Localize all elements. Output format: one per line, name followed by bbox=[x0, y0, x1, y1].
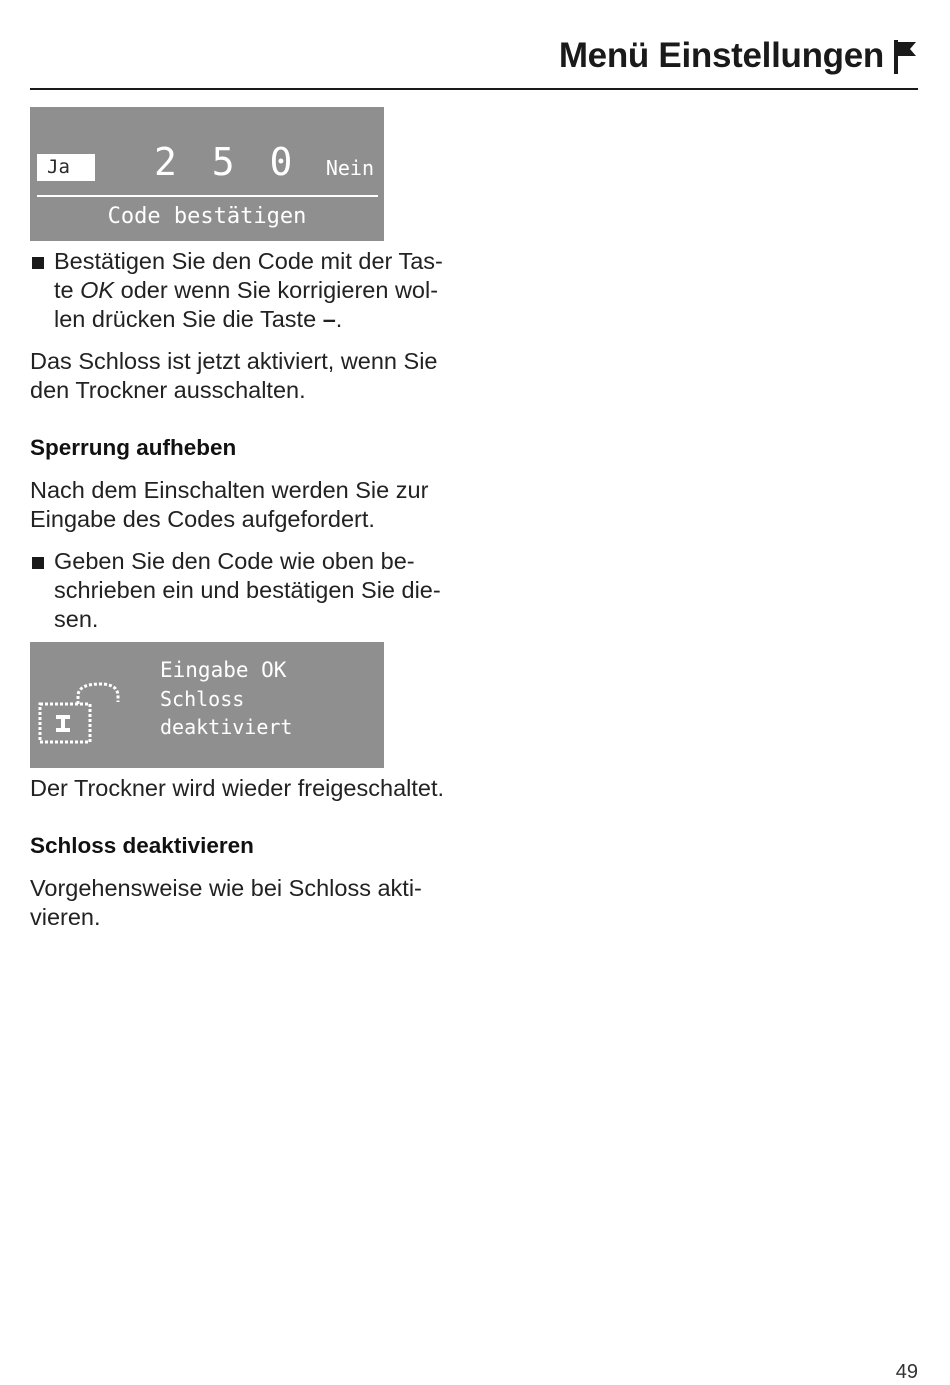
flag-icon bbox=[894, 40, 916, 74]
paragraph-line: vieren. bbox=[30, 904, 101, 930]
bullet-text: Bestätigen Sie den Code mit der Tas- bbox=[54, 248, 443, 274]
display-yes-option: Ja bbox=[37, 154, 95, 181]
bullet-square-icon bbox=[32, 557, 44, 569]
display-status-line: Schloss deaktiviert bbox=[160, 687, 293, 739]
display-caption: Code bestätigen bbox=[107, 204, 307, 229]
paragraph-line: Eingabe des Codes aufgefordert. bbox=[30, 506, 375, 532]
bullet-text: te bbox=[54, 277, 81, 303]
page-number: 49 bbox=[895, 1361, 918, 1383]
display-divider bbox=[37, 195, 378, 197]
bullet-confirm-code bbox=[30, 247, 470, 334]
paragraph-enter-code bbox=[30, 476, 470, 534]
bullet-text: schrieben ein und bestätigen Sie die- bbox=[54, 577, 441, 603]
page-title: Menü Einstellungen bbox=[558, 36, 884, 75]
bullet-text: Geben Sie den Code wie oben be- bbox=[54, 548, 415, 574]
bullet-text: . bbox=[335, 306, 343, 332]
bullet-text: sen. bbox=[54, 606, 99, 632]
unlocked-padlock-icon bbox=[38, 682, 122, 746]
bullet-enter-code bbox=[30, 547, 470, 634]
display-no-option: Nein bbox=[325, 156, 374, 180]
paragraph-line: den Trockner ausschalten. bbox=[30, 377, 306, 403]
ok-key-label: OK bbox=[80, 277, 115, 303]
header-divider bbox=[30, 88, 918, 90]
paragraph-deactivate bbox=[30, 874, 470, 932]
minus-key-label: – bbox=[322, 306, 336, 332]
bullet-text: len drücken Sie die Taste bbox=[54, 306, 323, 332]
section-heading: Sperrung aufheben bbox=[30, 435, 237, 460]
bullet-square-icon bbox=[32, 257, 44, 269]
paragraph-lock-activated bbox=[30, 347, 470, 405]
display-status-line: Eingabe OK bbox=[160, 658, 287, 682]
display-code-value: 2 5 0 bbox=[154, 140, 299, 184]
paragraph-line: Nach dem Einschalten werden Sie zur bbox=[30, 477, 429, 503]
unlock-display bbox=[30, 642, 384, 768]
paragraph-line: Das Schloss ist jetzt aktiviert, wenn Sie bbox=[30, 348, 438, 374]
paragraph-line: Vorgehensweise wie bei Schloss akti- bbox=[30, 875, 422, 901]
paragraph-dryer-released: Der Trockner wird wieder freigeschaltet. bbox=[30, 775, 445, 801]
bullet-text: oder wenn Sie korrigieren wol- bbox=[114, 277, 439, 303]
code-confirm-display bbox=[30, 107, 384, 241]
section-heading: Schloss deaktivieren bbox=[30, 833, 254, 858]
